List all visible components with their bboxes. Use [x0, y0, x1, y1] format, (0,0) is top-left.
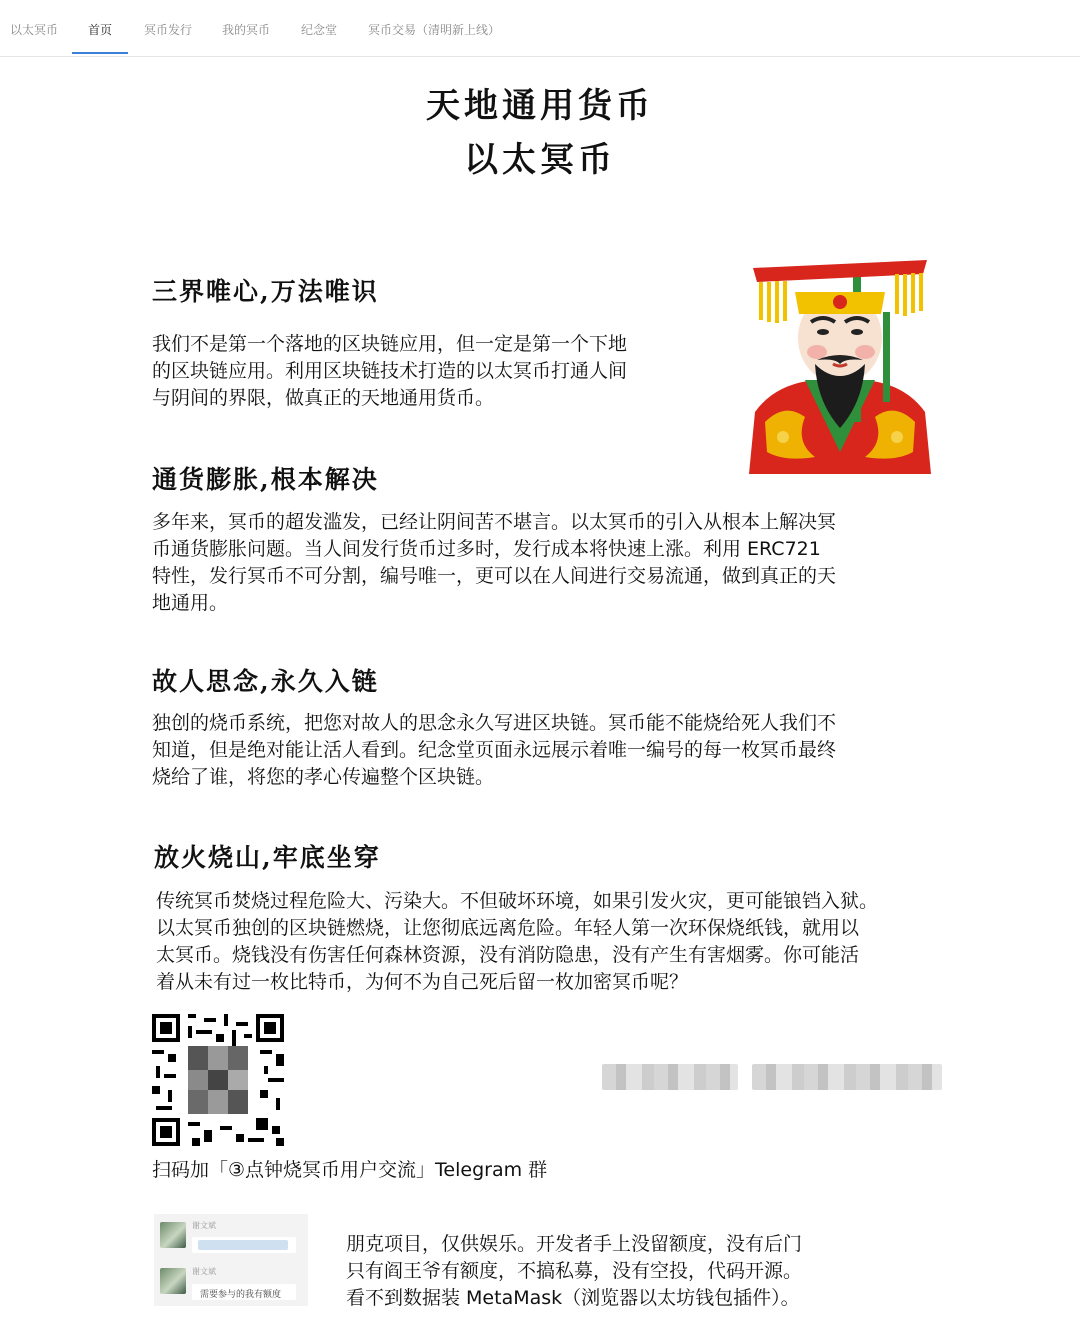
- section-heading-4: 放火烧山,牢底坐穿: [154, 843, 381, 872]
- footer-line: 看不到数据装 MetaMask（浏览器以太坊钱包插件）。: [346, 1287, 800, 1309]
- nav-tab-my-coins[interactable]: 我的冥币: [222, 23, 271, 37]
- section-4-line: 传统冥币焚烧过程危险大、污染大。不但破坏环境，如果引发火灾，更可能锒铛入狱。: [156, 890, 879, 912]
- active-tab-indicator: [72, 52, 128, 54]
- section-text-2: [152, 509, 952, 617]
- section-text-1: [152, 331, 712, 412]
- nav-tab-trade[interactable]: 冥币交易（清明新上线）: [368, 23, 501, 37]
- section-2-line: 地通用。: [152, 592, 229, 614]
- footer-disclaimer: [346, 1231, 802, 1312]
- section-4-line: 以太冥币独创的区块链燃烧，让您彻底远离危险。年轻人第一次环保烧纸钱，就用以: [156, 917, 860, 939]
- section-1-line: 的区块链应用。利用区块链技术打造的以太冥币打通人间: [152, 360, 628, 382]
- section-2-line: 多年来，冥币的超发滥发，已经让阴间苦不堪言。以太冥币的引入从根本上解决冥: [152, 511, 837, 533]
- chat-redacted-message: [198, 1240, 288, 1250]
- redacted-text-left: [602, 1064, 738, 1090]
- section-2-line: 币通货膨胀问题。当人间发行货币过多时，发行成本将快速上涨。利用 ERC721: [152, 538, 821, 560]
- hero-title-line1: 天地通用货币: [426, 86, 654, 126]
- section-heading-2: 通货膨胀,根本解决: [152, 465, 379, 494]
- yama-emperor-illustration: [745, 252, 935, 474]
- chat-screenshot: [154, 1214, 308, 1306]
- section-text-3: [152, 710, 952, 791]
- section-3-line: 知道，但是绝对能让活人看到。纪念堂页面永远展示着唯一编号的每一枚冥币最终: [152, 739, 837, 761]
- redacted-text-right: [752, 1064, 942, 1090]
- nav-tab-issue[interactable]: 冥币发行: [144, 23, 193, 37]
- section-3-line: 烧给了谁，将您的孝心传遍整个区块链。: [152, 766, 495, 788]
- section-heading-1: 三界唯心,万法唯识: [152, 277, 379, 306]
- chat-avatar: [160, 1268, 186, 1294]
- section-4-line: 太冥币。烧钱没有伤害任何森林资源，没有消防隐患，没有产生有害烟雾。你可能活: [156, 944, 860, 966]
- chat-sender-name: 谢文斌: [192, 1267, 216, 1276]
- nav-brand[interactable]: 以太冥币: [10, 23, 59, 37]
- footer-line: 只有阎王爷有额度，不搞私募，没有空投，代码开源。: [346, 1260, 803, 1282]
- section-text-4: [156, 888, 956, 996]
- section-2-line: 特性，发行冥币不可分割，编号唯一，更可以在人间进行交易流通，做到真正的天: [152, 565, 837, 587]
- qr-caption: 扫码加「③点钟烧冥币用户交流」Telegram 群: [152, 1159, 548, 1181]
- section-1-line: 与阴间的界限，做真正的天地通用货币。: [152, 387, 495, 409]
- nav-tab-memorial[interactable]: 纪念堂: [301, 23, 338, 37]
- section-heading-3: 故人思念,永久入链: [152, 667, 379, 696]
- telegram-qr-code[interactable]: [152, 1014, 284, 1146]
- nav-tab-home[interactable]: 首页: [88, 23, 113, 37]
- section-1-line: 我们不是第一个落地的区块链应用，但一定是第一个下地: [152, 333, 628, 355]
- section-3-line: 独创的烧币系统，把您对故人的思念永久写进区块链。冥币能不能烧给死人我们不: [152, 712, 837, 734]
- hero-title-line2: 以太冥币: [464, 140, 616, 180]
- chat-sender-name: 谢文斌: [192, 1221, 216, 1230]
- chat-message-text: 需要参与的我有额度: [200, 1290, 282, 1300]
- chat-avatar: [160, 1222, 186, 1248]
- section-4-line: 着从未有过一枚比特币，为何不为自己死后留一枚加密冥币呢？: [156, 971, 689, 993]
- footer-line: 朋克项目，仅供娱乐。开发者手上没留额度，没有后门: [346, 1233, 803, 1255]
- top-nav: [0, 0, 1080, 57]
